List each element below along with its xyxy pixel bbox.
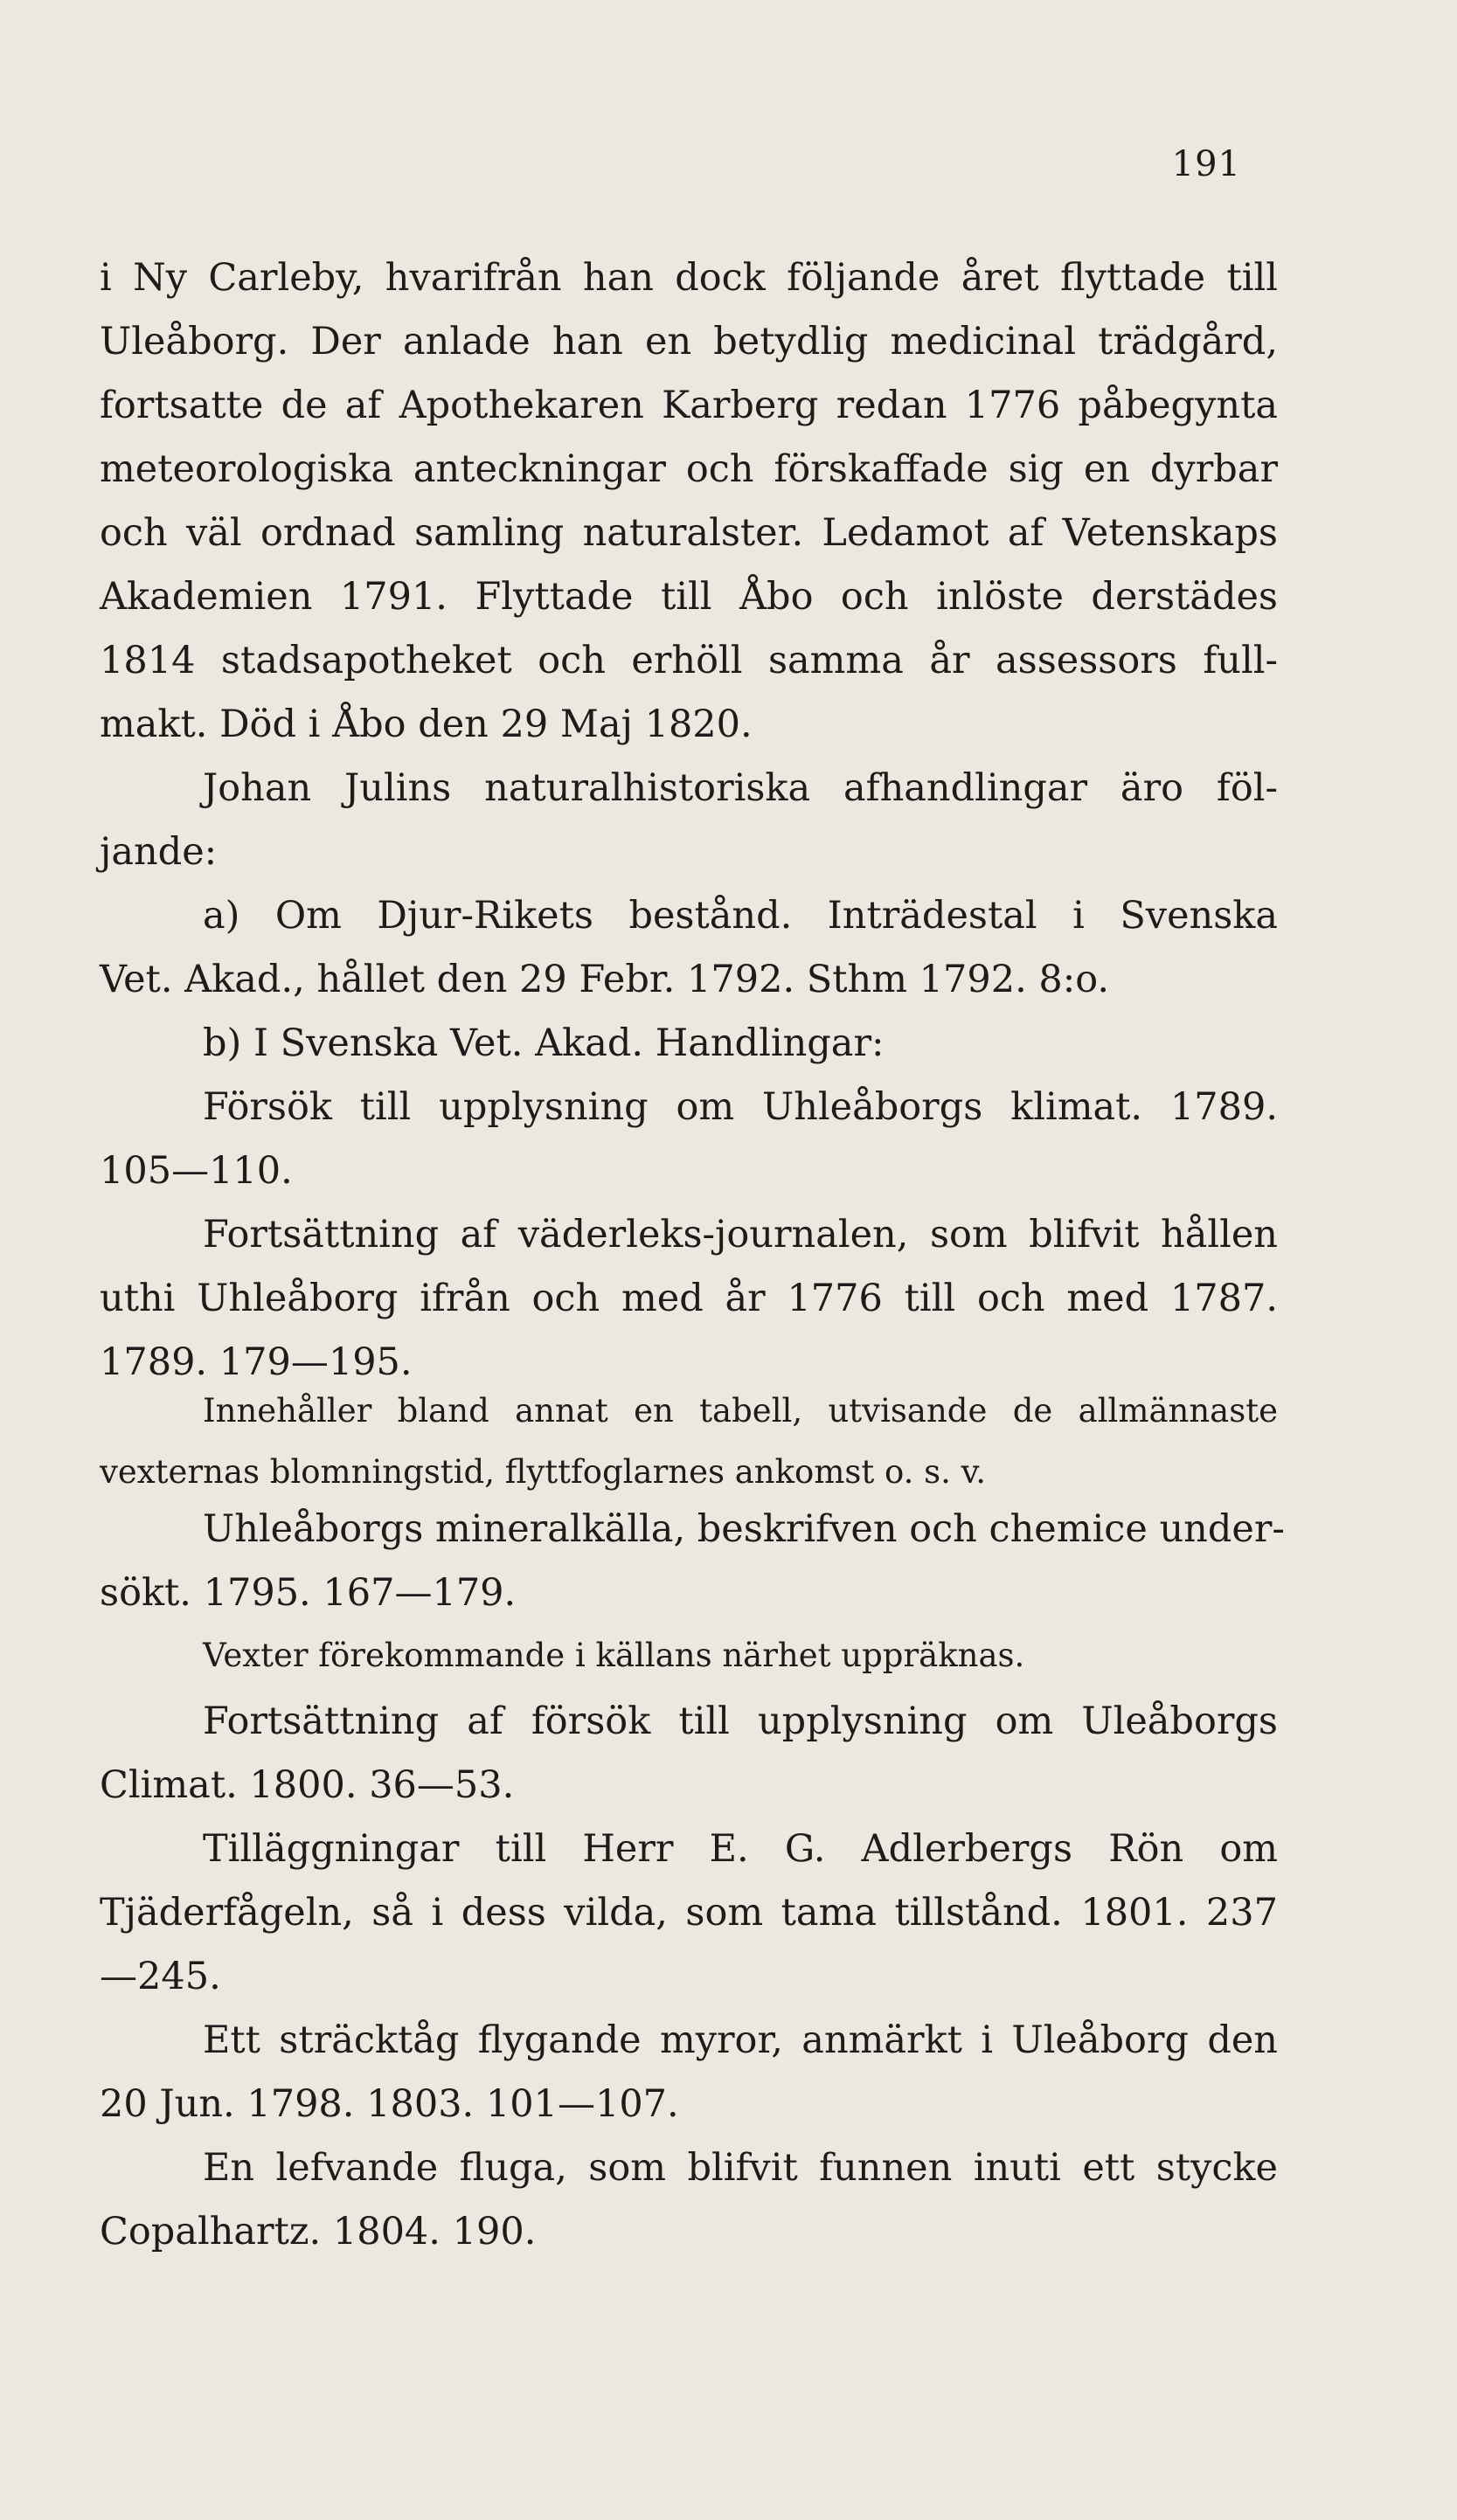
- text-line: Climat. 1800. 36—53.: [100, 1763, 515, 1807]
- text-line: sökt. 1795. 167—179.: [100, 1571, 517, 1615]
- text-line: Uhleåborgs mineralkälla, beskrifven och chemice under-: [203, 1507, 1285, 1551]
- text-line: Copalhartz. 1804. 190.: [100, 2210, 537, 2253]
- text-line: a) Om Djur-Rikets bestånd. Inträdestal i Svenska: [203, 894, 1278, 938]
- text-line: Tjäderfågeln, så i dess vilda, som tama tillstånd. 1801. 237: [100, 1891, 1278, 1935]
- publication-item: [100, 1817, 1278, 2009]
- text-line: fortsatte de af Apothekaren Karberg redan 1776 påbegynta: [100, 384, 1278, 427]
- publication-item: [100, 2136, 1278, 2264]
- text-line: 105—110.: [100, 1149, 293, 1193]
- text-line: Försök till upplysning om Uhleåborgs klimat. 1789.: [203, 1085, 1278, 1129]
- text-line: —245.: [100, 1955, 221, 1998]
- text-line: Uleåborg. Der anlade han en betydlig medicinal trädgård,: [100, 320, 1278, 363]
- publication-item: [100, 1076, 1278, 1203]
- text-line: Ett sträcktåg flygande myror, anmärkt i Uleåborg den: [203, 2018, 1278, 2062]
- text-line: jande:: [100, 830, 218, 874]
- text-line: i Ny Carleby, hvarifrån han dock följande året flyttade till: [100, 256, 1278, 300]
- works-intro-paragraph: [100, 757, 1278, 884]
- publication-item: [100, 1690, 1278, 1817]
- text-line: uthi Uhleåborg ifrån och med år 1776 till och med 1787.: [100, 1277, 1278, 1320]
- text-line: Innehåller bland annat en tabell, utvisande de allmännaste: [203, 1392, 1278, 1430]
- entry-a: [100, 884, 1278, 1012]
- text-line: Fortsättning af försök till upplysning om Uleåborgs: [203, 1700, 1278, 1743]
- entry-b-heading: [100, 1012, 1278, 1076]
- biography-paragraph: [100, 246, 1278, 757]
- text-line: En lefvande fluga, som blifvit funnen inuti ett stycke: [203, 2146, 1278, 2190]
- text-line: Vet. Akad., hållet den 29 Febr. 1792. Sthm 1792. 8:o.: [100, 958, 1110, 1001]
- publication-item: [100, 1498, 1285, 1625]
- text-line: 1789. 179—195.: [100, 1340, 413, 1384]
- text-line: b) I Svenska Vet. Akad. Handlingar:: [203, 1021, 885, 1065]
- text-line: Vexter förekommande i källans närhet uppräknas.: [203, 1637, 1025, 1674]
- text-line: 20 Jun. 1798. 1803. 101—107.: [100, 2082, 679, 2126]
- publication-item: [100, 1203, 1278, 1395]
- text-line: Johan Julins naturalhistoriska afhandlingar äro föl-: [203, 766, 1278, 810]
- text-line: Tilläggningar till Herr E. G. Adlerbergs Rön om: [203, 1827, 1278, 1871]
- text-line: Fortsättning af väderleks-journalen, som blifvit hållen: [203, 1213, 1278, 1257]
- text-line: makt. Död i Åbo den 29 Maj 1820.: [100, 703, 753, 746]
- publication-note: [100, 1381, 1278, 1503]
- publication-note: [100, 1625, 1278, 1686]
- text-line: Akademien 1791. Flyttade till Åbo och inlöste derstädes: [100, 575, 1278, 619]
- text-line: 1814 stadsapotheket och erhöll samma år assessors full-: [100, 639, 1278, 682]
- text-line: vexternas blomningstid, flyttfoglarnes ankomst o. s. v.: [100, 1453, 986, 1491]
- publication-item: [100, 2009, 1278, 2136]
- text-line: och väl ordnad samling naturalster. Ledamot af Vetenskaps: [100, 511, 1278, 555]
- text-line: meteorologiska anteckningar och förskaffade sig en dyrbar: [100, 447, 1278, 491]
- page-number: 191: [1171, 144, 1241, 184]
